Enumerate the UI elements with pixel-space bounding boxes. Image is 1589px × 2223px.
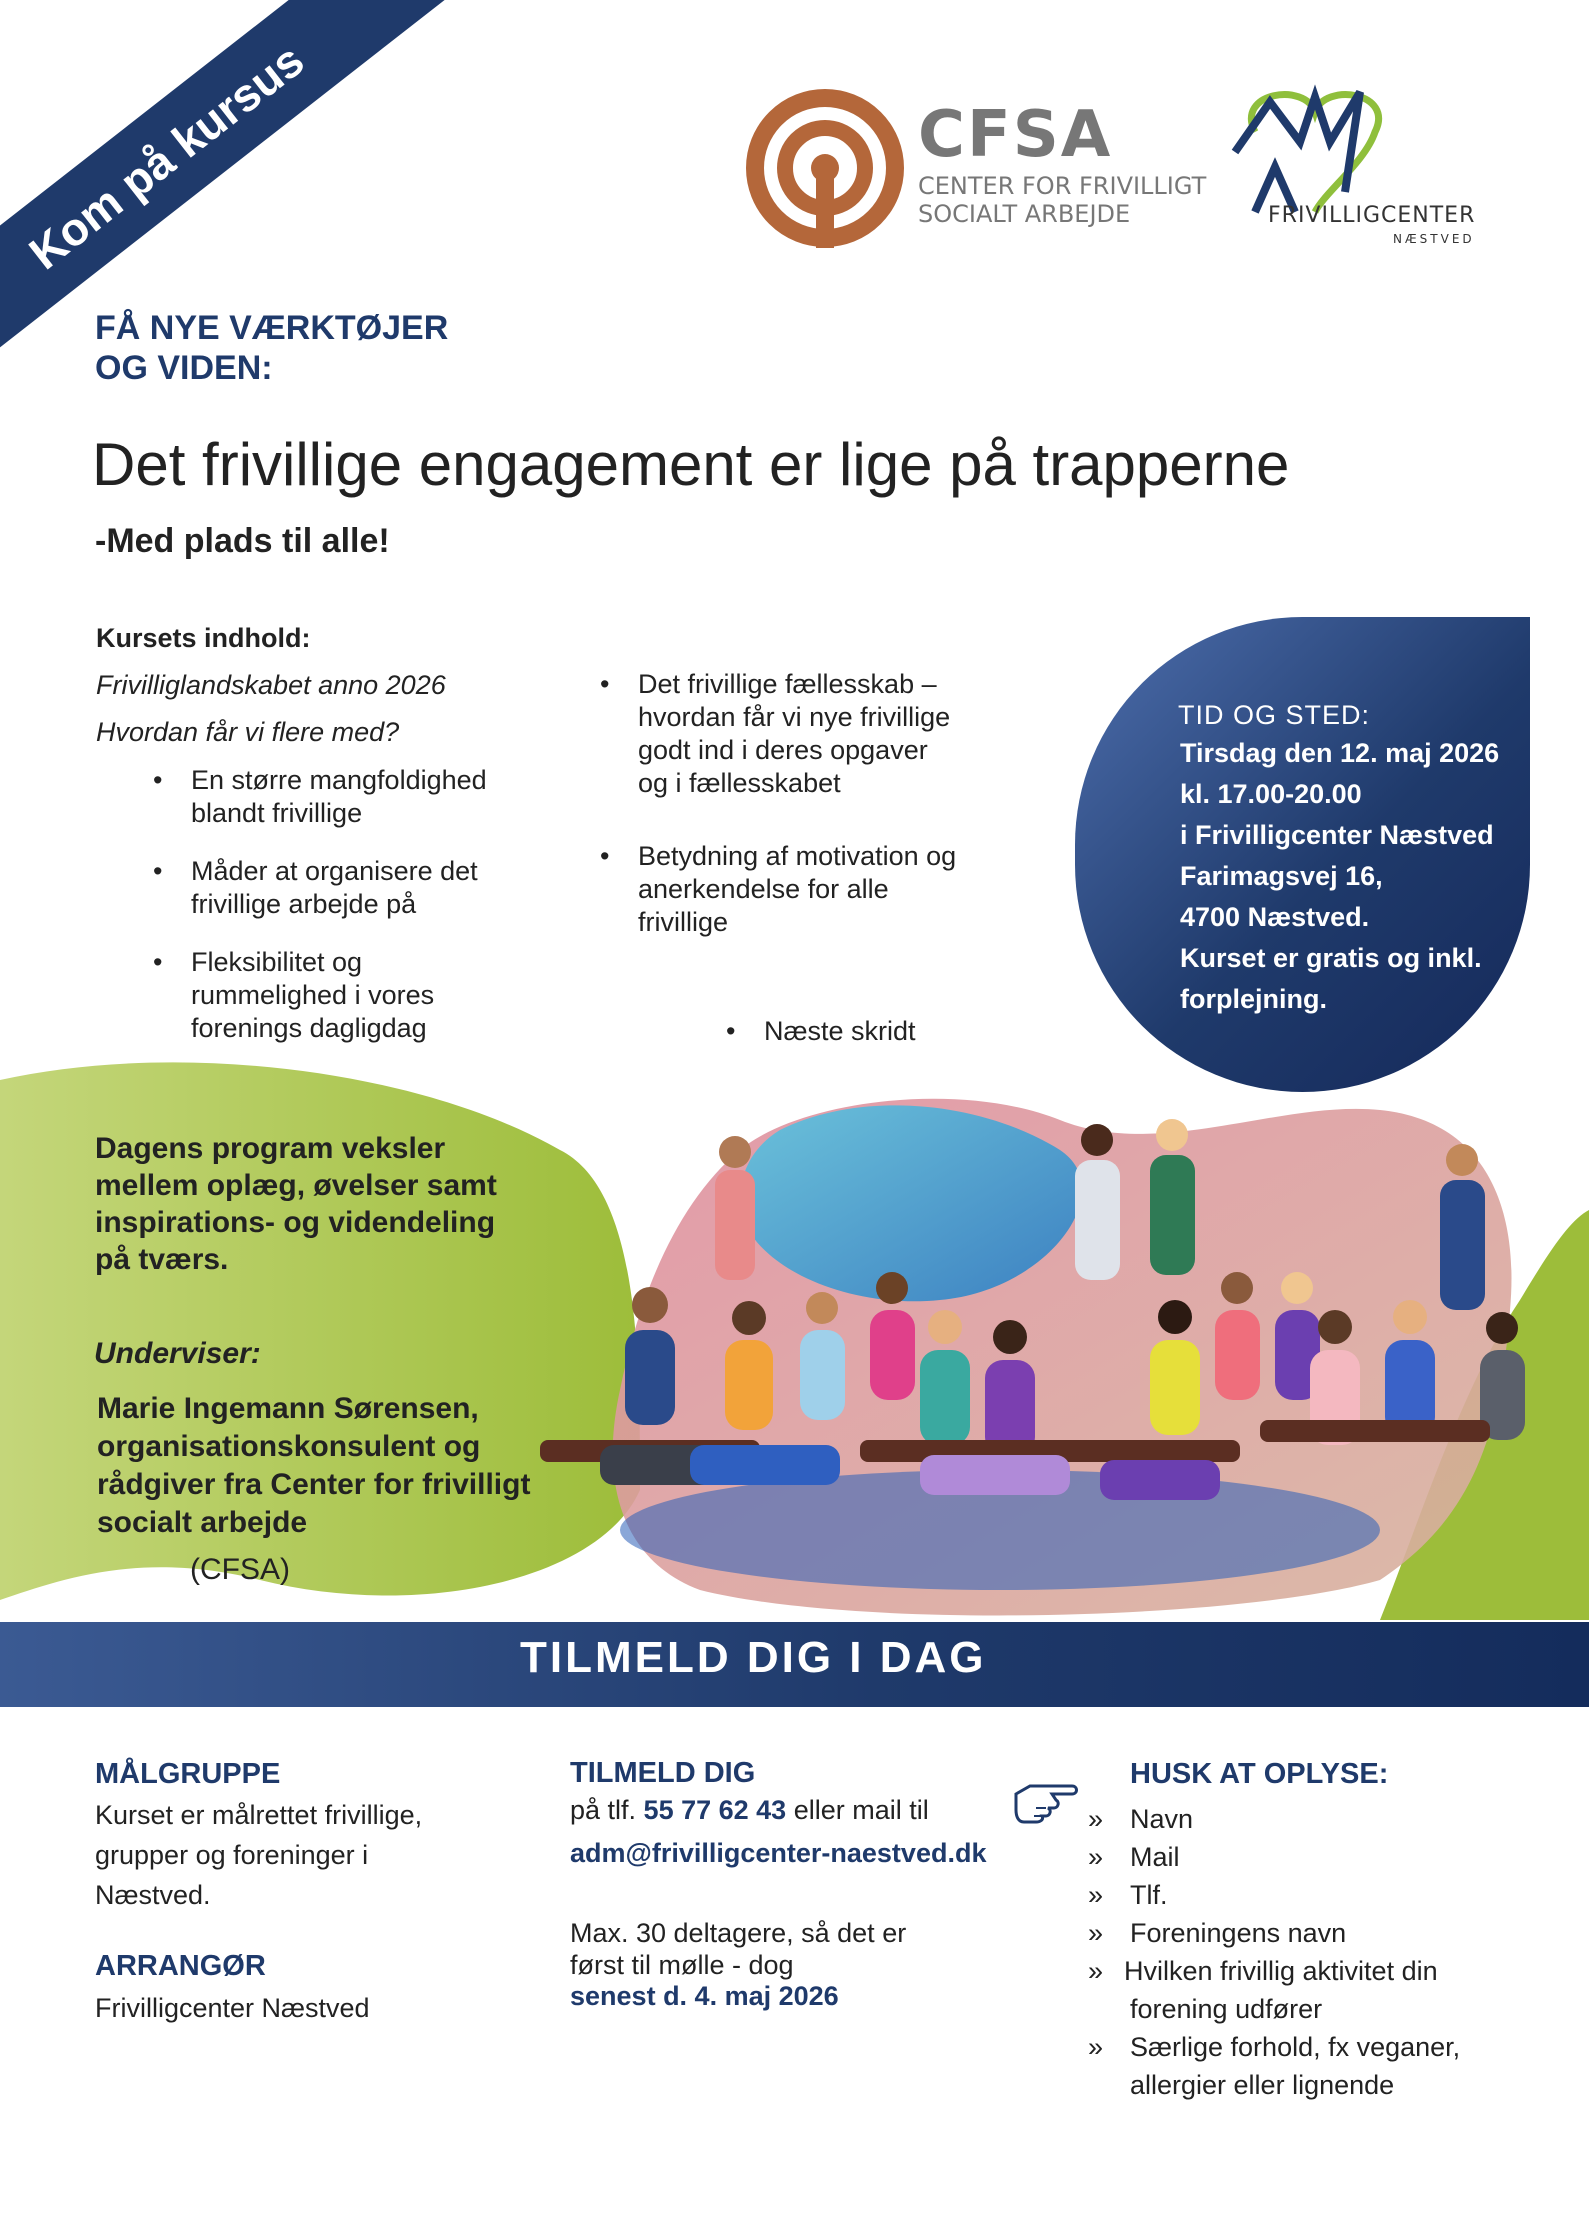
list-item: » Foreningens navn (1088, 1918, 1347, 1948)
info-blob (1075, 617, 1530, 1092)
list-item: » Mail (1088, 1842, 1180, 1872)
teacher-label: Underviser: (94, 1337, 261, 1370)
fc-city: NÆSTVED (1393, 232, 1475, 246)
info-title: TID OG STED: (1178, 700, 1371, 730)
email-link[interactable]: adm@frivilligcenter-naestved.dk (570, 1838, 987, 1868)
list-item: • En større mangfoldighed blandt frivillige (153, 765, 487, 828)
info-line: Farimagsvej 16, (1180, 861, 1383, 891)
kicker (95, 308, 448, 388)
pointing-hand-icon (1012, 1780, 1092, 1826)
info-line: forplejning. (1180, 984, 1327, 1014)
teacher-org: (CFSA) (190, 1553, 290, 1586)
teacher-name: Marie Ingemann Sørensen, organisationskonsulent og rådgiver fra Center for frivilligt socialt arbejde (97, 1392, 531, 1539)
deadline: senest d. 4. maj 2026 (570, 1981, 839, 2011)
signup-heading: TILMELD DIG (570, 1757, 756, 1789)
banner-text: Kom på kursus (19, 33, 314, 280)
list-item: • Næste skridt (726, 1016, 916, 1046)
info-line: kl. 17.00-20.00 (1180, 779, 1362, 809)
cfsa-line1: CENTER FOR FRIVILLIGT (918, 172, 1207, 200)
remember-heading: HUSK AT OPLYSE: (1130, 1758, 1389, 1790)
list-item: • Måder at organisere det frivillige arbejde på (153, 856, 478, 919)
cta-text: TILMELD DIG I DAG (520, 1633, 987, 1682)
subheadline: -Med plads til alle! (95, 522, 390, 560)
remember-list (1088, 1800, 1508, 2104)
content-title: Kursets indhold: (96, 623, 311, 653)
capacity-line2: først til mølle - dog (570, 1950, 794, 1980)
target-line3: Næstved. (95, 1880, 211, 1910)
headline: Det frivillige engagement er lige på trapperne (92, 431, 1290, 498)
list-item: • Fleksibilitet og rummelighed i vores forenings dagligdag (153, 947, 435, 1043)
list-item: » Særlige forhold, fx veganer, (1088, 2032, 1461, 2062)
cfsa-line2: SOCIALT ARBEJDE (918, 200, 1131, 228)
cfsa-name: CFSA (918, 98, 1113, 172)
info-line: Kurset er gratis og inkl. (1180, 943, 1482, 973)
program-text: Dagens program veksler mellem oplæg, øvelser samt inspirations- og videndeling på tværs. (95, 1132, 497, 1276)
signup-phone-line: på tlf. 55 77 62 43 eller mail til (570, 1795, 929, 1825)
content-italic-2: Hvordan får vi flere med? (96, 717, 400, 747)
info-line: 4700 Næstved. (1180, 902, 1370, 932)
list-item-continuation: forening udfører (1130, 1994, 1323, 2024)
list-item: » Tlf. (1088, 1880, 1168, 1910)
kicker-line2: OG VIDEN: (95, 349, 273, 387)
target-heading: MÅLGRUPPE (95, 1758, 281, 1790)
list-item: • Betydning af motivation og anerkendelse for alle frivillige (600, 841, 957, 937)
target-line1: Kurset er målrettet frivillige, (95, 1800, 423, 1830)
target-line2: grupper og foreninger i (95, 1840, 369, 1870)
info-line: Tirsdag den 12. maj 2026 (1180, 738, 1500, 768)
info-line: i Frivilligcenter Næstved (1180, 820, 1494, 850)
list-item: • Det frivillige fællesskab – hvordan får vi nye frivillige godt ind i deres opgaver og i fællesskabet (600, 669, 951, 798)
fc-name: FRIVILLIGCENTER (1268, 203, 1476, 228)
kicker-line1: FÅ NYE VÆRKTØJER (95, 309, 449, 347)
right-bullet-list (592, 668, 962, 964)
capacity-line1: Max. 30 deltagere, så det er (570, 1918, 907, 1948)
list-item: » Navn (1088, 1804, 1194, 1834)
phone-link[interactable]: 55 77 62 43 (643, 1795, 787, 1825)
left-bullet-list (145, 764, 525, 1070)
organizer-heading: ARRANGØR (95, 1950, 266, 1982)
content-italic-1: Frivilliglandskabet anno 2026 (96, 670, 446, 700)
list-item-continuation: allergier eller lignende (1130, 2070, 1395, 2100)
organizer-text: Frivilligcenter Næstved (95, 1993, 370, 2023)
list-item: » Hvilken frivillig aktivitet din (1088, 1956, 1438, 1986)
cfsa-logo-icon (745, 88, 905, 248)
